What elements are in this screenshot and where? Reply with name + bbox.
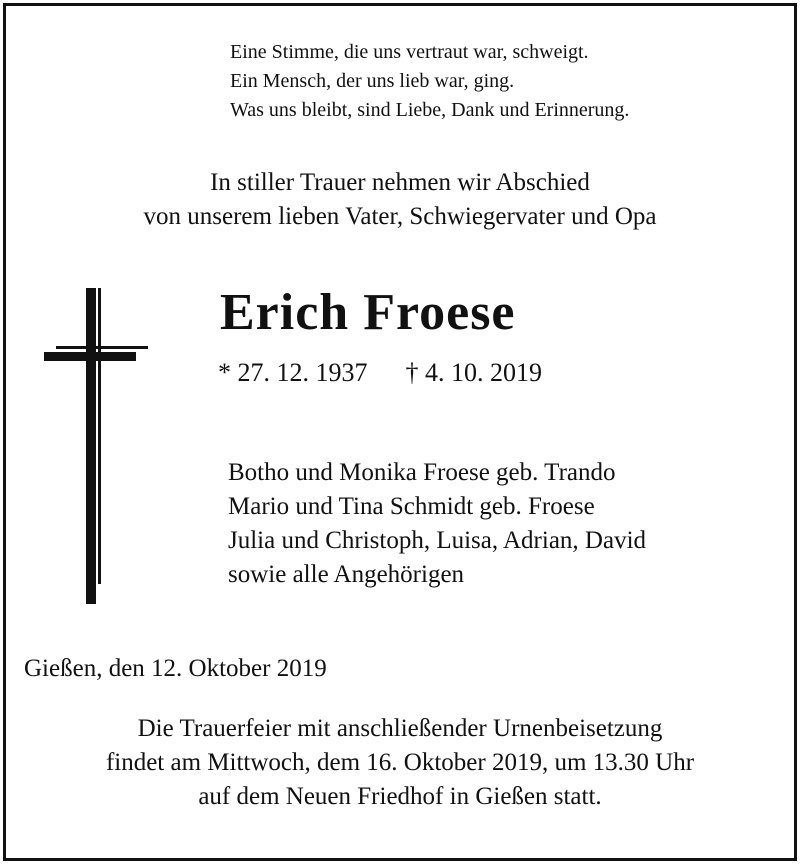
cross-icon [44, 288, 150, 606]
service-line: auf dem Neuen Friedhof in Gießen statt. [198, 783, 602, 810]
mourner-line: Botho und Monika Froese geb. Trando [228, 459, 616, 486]
mourners-list [228, 456, 646, 592]
birth-date: * 27. 12. 1937 [218, 358, 368, 387]
service-line: Die Trauerfeier mit anschließender Urnenbeisetzung [137, 715, 663, 742]
poem-line: Ein Mensch, der uns lieb war, ging. [230, 70, 515, 92]
life-dates [218, 356, 542, 390]
funeral-service-info [0, 712, 800, 814]
poem-line: Was uns bleibt, sind Liebe, Dank und Erinnerung. [230, 99, 630, 121]
intro-line: von unserem lieben Vater, Schwiegervater und Opa [143, 203, 657, 230]
service-line: findet am Mittwoch, dem 16. Oktober 2019, um 13.30 Uhr [105, 749, 695, 776]
death-date: † 4. 10. 2019 [405, 358, 542, 387]
place-and-date: Gießen, den 12. Oktober 2019 [24, 655, 327, 682]
mourning-announcement [0, 166, 800, 234]
intro-line: In stiller Trauer nehmen wir Abschied [210, 169, 590, 196]
deceased-name: Erich Froese [220, 284, 516, 341]
mourner-line: Mario und Tina Schmidt geb. Froese [228, 493, 595, 520]
mourner-line: Julia und Christoph, Luisa, Adrian, David [228, 527, 647, 554]
memorial-poem [230, 38, 629, 125]
mourner-line: sowie alle Angehörigen [228, 561, 465, 588]
poem-line: Eine Stimme, die uns vertraut war, schweigt. [230, 41, 589, 63]
